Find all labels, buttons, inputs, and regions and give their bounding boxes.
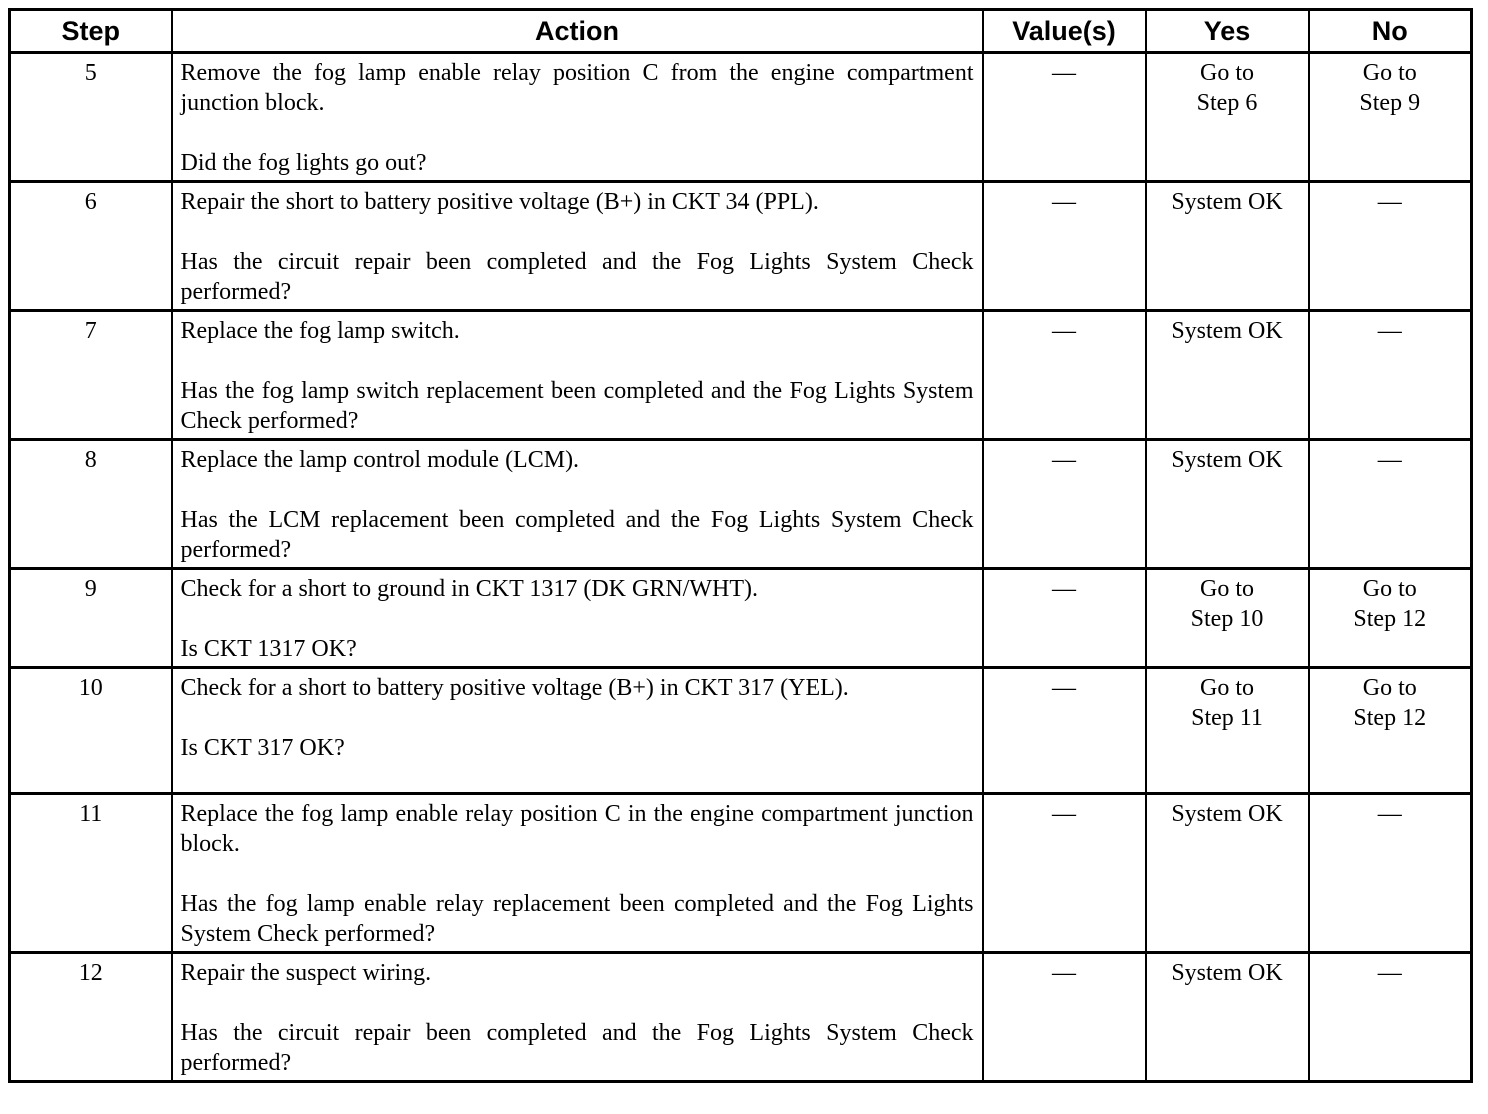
action-question: Has the circuit repair been completed and the Fog Lights System Check performed?	[180, 1020, 974, 1076]
yes-cell	[1146, 53, 1309, 182]
yes-cell	[1146, 953, 1309, 1082]
yes-line-1: System OK	[1171, 189, 1283, 215]
step-number-cell	[10, 668, 172, 794]
no-line-2: Step 12	[1353, 705, 1427, 731]
action-text: Repair the suspect wiring.	[180, 960, 432, 986]
header-action: Action	[172, 10, 983, 53]
yes-line-1: Go to	[1200, 576, 1254, 602]
value-text: —	[1052, 675, 1076, 701]
no-line-1: —	[1377, 801, 1402, 827]
no-line-2: Step 12	[1353, 606, 1427, 632]
yes-cell	[1146, 668, 1309, 794]
action-cell	[172, 440, 983, 569]
no-line-1: —	[1377, 318, 1402, 344]
value-text: —	[1052, 576, 1076, 602]
no-cell	[1309, 311, 1472, 440]
no-line-1: Go to	[1362, 60, 1417, 86]
table-row	[10, 311, 1472, 440]
yes-line-2: Step 6	[1196, 90, 1258, 116]
table-row	[10, 53, 1472, 182]
yes-cell	[1146, 794, 1309, 953]
action-question: Is CKT 1317 OK?	[180, 636, 357, 662]
table-row	[10, 953, 1472, 1082]
step-number: 6	[84, 189, 97, 215]
yes-cell	[1146, 182, 1309, 311]
action-text: Repair the short to battery positive voltage (B+) in CKT 34 (PPL).	[180, 189, 819, 215]
step-number-cell	[10, 953, 172, 1082]
table-row	[10, 440, 1472, 569]
yes-line-1: Go to	[1200, 675, 1254, 701]
value-text: —	[1052, 801, 1076, 827]
value-cell	[983, 182, 1146, 311]
no-cell	[1309, 182, 1472, 311]
step-number: 12	[78, 960, 103, 986]
table-row	[10, 182, 1472, 311]
action-cell	[172, 311, 983, 440]
no-cell	[1309, 53, 1472, 182]
step-number-cell	[10, 440, 172, 569]
value-text: —	[1052, 447, 1076, 473]
yes-cell	[1146, 440, 1309, 569]
action-question: Has the fog lamp switch replacement been completed and the Fog Lights System Check performed?	[180, 378, 974, 434]
action-cell	[172, 668, 983, 794]
header-values: Value(s)	[983, 10, 1146, 53]
no-line-1: —	[1377, 447, 1402, 473]
header-yes: Yes	[1146, 10, 1309, 53]
header-step: Step	[10, 10, 172, 53]
yes-line-1: Go to	[1200, 60, 1254, 86]
action-cell	[172, 953, 983, 1082]
no-cell	[1309, 569, 1472, 668]
action-text: Remove the fog lamp enable relay position C from the engine compartment junction block.	[180, 60, 974, 116]
value-cell	[983, 668, 1146, 794]
no-line-1: Go to	[1362, 576, 1417, 602]
step-number: 5	[84, 60, 97, 86]
action-cell	[172, 794, 983, 953]
step-number-cell	[10, 53, 172, 182]
yes-cell	[1146, 311, 1309, 440]
value-cell	[983, 569, 1146, 668]
diagnostic-table	[8, 8, 1473, 1083]
header-row	[10, 10, 1472, 53]
value-cell	[983, 311, 1146, 440]
action-text: Check for a short to ground in CKT 1317 (DK GRN/WHT).	[180, 576, 758, 602]
no-line-1: Go to	[1362, 675, 1417, 701]
no-cell	[1309, 668, 1472, 794]
action-question: Has the fog lamp enable relay replacement been completed and the Fog Lights System Check performed?	[180, 891, 974, 947]
table-row	[10, 794, 1472, 953]
no-cell	[1309, 953, 1472, 1082]
no-line-2: Step 9	[1359, 90, 1421, 116]
no-cell	[1309, 440, 1472, 569]
step-number-cell	[10, 569, 172, 668]
step-number-cell	[10, 311, 172, 440]
table-row	[10, 569, 1472, 668]
action-text: Check for a short to battery positive voltage (B+) in CKT 317 (YEL).	[180, 675, 849, 701]
step-number-cell	[10, 794, 172, 953]
step-number-cell	[10, 182, 172, 311]
value-text: —	[1052, 318, 1076, 344]
action-cell	[172, 569, 983, 668]
value-text: —	[1052, 960, 1076, 986]
no-line-1: —	[1377, 189, 1402, 215]
yes-line-1: System OK	[1171, 318, 1283, 344]
action-question: Has the circuit repair been completed and the Fog Lights System Check performed?	[180, 249, 974, 305]
action-text: Replace the fog lamp switch.	[180, 318, 460, 344]
table-row	[10, 668, 1472, 794]
value-cell	[983, 953, 1146, 1082]
yes-line-2: Step 11	[1191, 705, 1263, 731]
value-text: —	[1052, 189, 1076, 215]
no-cell	[1309, 794, 1472, 953]
yes-line-1: System OK	[1171, 801, 1283, 827]
step-number: 8	[84, 447, 97, 473]
value-cell	[983, 440, 1146, 569]
step-number: 10	[78, 675, 103, 701]
step-number: 11	[79, 801, 103, 827]
value-cell	[983, 53, 1146, 182]
yes-cell	[1146, 569, 1309, 668]
action-text: Replace the fog lamp enable relay position C in the engine compartment junction block.	[180, 801, 974, 857]
yes-line-2: Step 10	[1190, 606, 1264, 632]
action-question: Is CKT 317 OK?	[180, 735, 345, 761]
step-number: 7	[84, 318, 97, 344]
action-cell	[172, 53, 983, 182]
yes-line-1: System OK	[1171, 447, 1283, 473]
action-question: Did the fog lights go out?	[180, 150, 427, 176]
header-no: No	[1309, 10, 1472, 53]
step-number: 9	[84, 576, 97, 602]
no-line-1: —	[1377, 960, 1402, 986]
value-cell	[983, 794, 1146, 953]
action-cell	[172, 182, 983, 311]
value-text: —	[1052, 60, 1076, 86]
action-question: Has the LCM replacement been completed and the Fog Lights System Check performed?	[180, 507, 974, 563]
action-text: Replace the lamp control module (LCM).	[180, 447, 580, 473]
yes-line-1: System OK	[1171, 960, 1283, 986]
